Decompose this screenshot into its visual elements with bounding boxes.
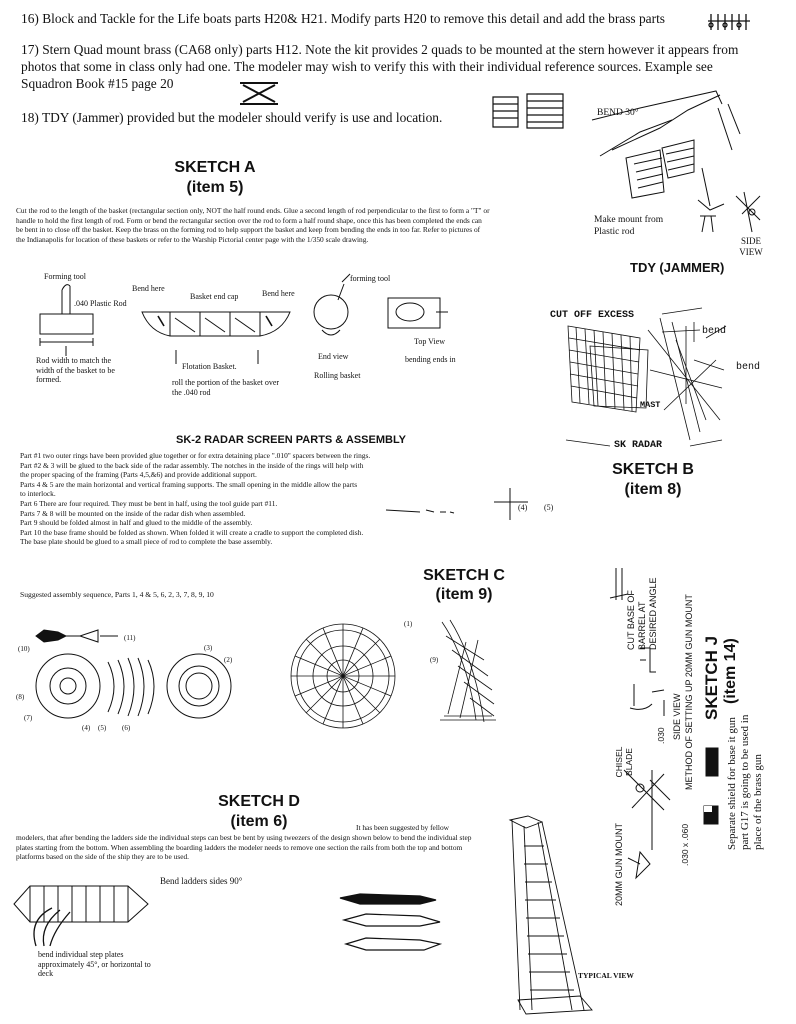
sketch-d-title: SKETCH D bbox=[218, 793, 300, 810]
label-flotation-basket: Flotation Basket. bbox=[182, 362, 237, 371]
part-label-10: (10) bbox=[18, 645, 30, 653]
label-sk-radar: SK RADAR bbox=[614, 440, 663, 451]
label-bend-here-2: Bend here bbox=[262, 289, 295, 298]
sketch-b-item: (item 8) bbox=[624, 481, 682, 498]
label-part-5: (5) bbox=[544, 503, 554, 512]
part-label-8: (8) bbox=[16, 693, 25, 701]
label-rod-width: Rod width to match the width of the basket to be formed. bbox=[36, 356, 115, 384]
label-method: METHOD OF SETTING UP 20MM GUN MOUNT bbox=[684, 594, 694, 790]
sketch-d-ladder-perspective bbox=[510, 816, 592, 1014]
sketch-j-item: (item 14) bbox=[722, 638, 739, 704]
label-chisel-blade: CHISEL BLADE bbox=[614, 746, 634, 778]
label-bend-30: BEND 30° bbox=[597, 108, 639, 118]
label-cut-base: CUT BASE OF BARREL AT DESIRED ANGLE bbox=[626, 577, 658, 650]
label-dim-030x060: .030 x .060 bbox=[680, 823, 690, 866]
part-label-4: (4) bbox=[82, 724, 91, 732]
sketch-a-flotation-basket bbox=[142, 312, 290, 364]
sketch-a-item: (item 5) bbox=[186, 179, 244, 196]
label-cut-off-excess: CUT OFF EXCESS bbox=[550, 310, 635, 321]
sk2-line: to interlock. bbox=[20, 489, 56, 499]
sk2-line: Part 10 the base frame should be folded as shown. When folded it will create a cradle to support the completed dish. bbox=[20, 527, 364, 537]
jammer-screen-icons bbox=[493, 94, 563, 128]
label-rolling-basket: Rolling basket bbox=[314, 371, 361, 380]
sk2-line: The base plate should be glued to a small piece of rod to complete the base assembly. bbox=[20, 537, 273, 547]
label-roll-portion: roll the portion of the basket over the .040 rod bbox=[172, 378, 280, 397]
sk2-line: Parts 4 & 5 are the main horizontal and vertical framing supports. The small opening in the middle allow the parts bbox=[20, 479, 358, 489]
sketch-a-forming-tool bbox=[40, 285, 93, 356]
label-end-view: End view bbox=[318, 352, 349, 361]
part-label-7: (7) bbox=[24, 714, 33, 722]
sk2-line: Part 9 should be folded almost in half and glued to the middle of the assembly. bbox=[20, 518, 253, 528]
sketch-j-title: SKETCH J bbox=[702, 635, 721, 720]
label-make-mount: Make mount from Plastic rod bbox=[594, 215, 664, 237]
label-bend-ladder-sides: Bend ladders sides 90° bbox=[160, 876, 243, 886]
sk2-line: Part #1 two outer rings have been provided glue together or for extra detaining place ".010" spacers between the rings. bbox=[20, 451, 371, 460]
sketch-a-body: Cut the rod to the length of the basket (rectangular section only, NOT the half round ends. Glue a second length of rod perpendicular to the first to form a "T" or handle to hold the first length of rod. Form or bend the rectangular section over the rod to form a half round shape, once this has been completed the ends can be bent in to close off the basket. Keep the brass on the forming rod to help support the basket and keep from bending the ends in too far. Refer to pictures of the Indianapolis for location of these baskets or refer to the Warship Pictorial center page with the 1/350 scale drawing. bbox=[16, 206, 490, 244]
sk2-line: the proper spacing of the framing (Parts 4,5,&6) and provide additional support. bbox=[20, 470, 257, 480]
label-side-view: SIDE VIEW bbox=[739, 236, 763, 257]
label-side-view-j: SIDE VIEW bbox=[672, 693, 682, 740]
part-label-3: (3) bbox=[204, 644, 213, 652]
label-forming-tool-2: forming tool bbox=[350, 274, 391, 283]
part-label-9: (9) bbox=[430, 656, 439, 664]
label-bend-2: bend bbox=[736, 362, 761, 373]
sketch-c-rings bbox=[36, 654, 231, 718]
sketch-d-ladder-top bbox=[14, 886, 148, 946]
item-16-text: 16) Block and Tackle for the Life boats parts H20& H21. Modify parts H20 to remove this detail and add the brass parts bbox=[21, 11, 666, 26]
label-bending-ends: bending ends in bbox=[405, 355, 456, 364]
sketch-c-sequence: Suggested assembly sequence, Parts 1, 4 & 5, 6, 2, 3, 7, 8, 9, 10 bbox=[20, 590, 214, 599]
label-dim-030: .030 bbox=[656, 727, 666, 744]
sk2-line: Part #2 & 3 will be glued to the back side of the radar assembly. The notches in the inside of the rings will help with bbox=[20, 460, 364, 470]
part-label-11: (11) bbox=[124, 634, 136, 642]
part-label-5: (5) bbox=[98, 724, 107, 732]
label-plastic-rod: .040 Plastic Rod bbox=[74, 299, 127, 308]
label-20mm-gun-mount: 20MM GUN MOUNT bbox=[614, 823, 624, 906]
label-top-view: Top View bbox=[414, 337, 446, 346]
sketch-d-item: (item 6) bbox=[230, 813, 288, 830]
sketch-d-lead: It has been suggested by fellow bbox=[356, 823, 449, 832]
label-shield-note: Separate shield for base it gun part G17 is going to be used in place of the brass gun bbox=[726, 714, 764, 850]
label-typical-view: TYPICAL VIEW bbox=[578, 971, 634, 980]
brass-parts-icon bbox=[708, 14, 750, 30]
item-18-text: 18) TDY (Jammer) provided but the modeler should verify is use and location. bbox=[21, 110, 443, 125]
tdy-jammer-title: TDY (JAMMER) bbox=[630, 260, 725, 275]
sk2-line: Part 6 There are four required. They must be bent in half, using the tool guide part #11. bbox=[20, 498, 278, 508]
sketch-c-dish-side-view bbox=[440, 620, 496, 722]
label-bend-1: bend bbox=[702, 326, 727, 337]
sk2-title: SK-2 RADAR SCREEN PARTS & ASSEMBLY bbox=[176, 434, 407, 446]
part-label-6: (6) bbox=[122, 724, 131, 732]
label-mast: MAST bbox=[640, 400, 661, 410]
label-bend-here-1: Bend here bbox=[132, 284, 165, 293]
tdy-hourglass-icon bbox=[240, 83, 278, 104]
sk2-body bbox=[20, 451, 500, 547]
sketch-c-part-strip bbox=[36, 630, 118, 642]
label-basket-end-cap: Basket end cap bbox=[190, 292, 239, 301]
label-part-4: (4) bbox=[518, 503, 528, 512]
label-bend-step-plates: bend individual step plates approximately 45°, or horizontal to deck bbox=[38, 950, 151, 978]
sketch-d-body: modelers, that after bending the ladders side the individual steps can best be bent by using tweezers of the design shown below to bend the individual step plates starting from the bottom. When assembling the boarding ladders the modeler needs to remove one section the rails from both the top and bottom platforms based on the side of the ship they are to be used. bbox=[16, 833, 472, 862]
sk2-line: Parts 7 & 8 will be mounted on the inside of the radar dish when assembled. bbox=[20, 508, 246, 518]
label-forming-tool: Forming tool bbox=[44, 272, 87, 281]
sketch-c-radar-dish bbox=[291, 624, 395, 728]
sketch-c-title: SKETCH C bbox=[423, 567, 505, 584]
sketch-j-shield-parts bbox=[704, 748, 718, 824]
sketch-c-item: (item 9) bbox=[435, 586, 493, 603]
sketch-b-title: SKETCH B bbox=[612, 461, 694, 478]
sketch-a-title: SKETCH A bbox=[174, 159, 256, 176]
sketch-d-tweezers bbox=[340, 894, 440, 950]
item-17-text: 17) Stern Quad mount brass (CA68 only) parts H12. Note the kit provides 2 quads to be mounted at the stern however it appears from photos that some in class only had one. The modeler may wish to verify this with their individual reference sources. Example see Squadron Book #15 page 20 bbox=[21, 42, 739, 91]
part-label-1: (1) bbox=[404, 620, 413, 628]
sketch-j-side-view bbox=[630, 648, 664, 716]
part-label-2: (2) bbox=[224, 656, 233, 664]
